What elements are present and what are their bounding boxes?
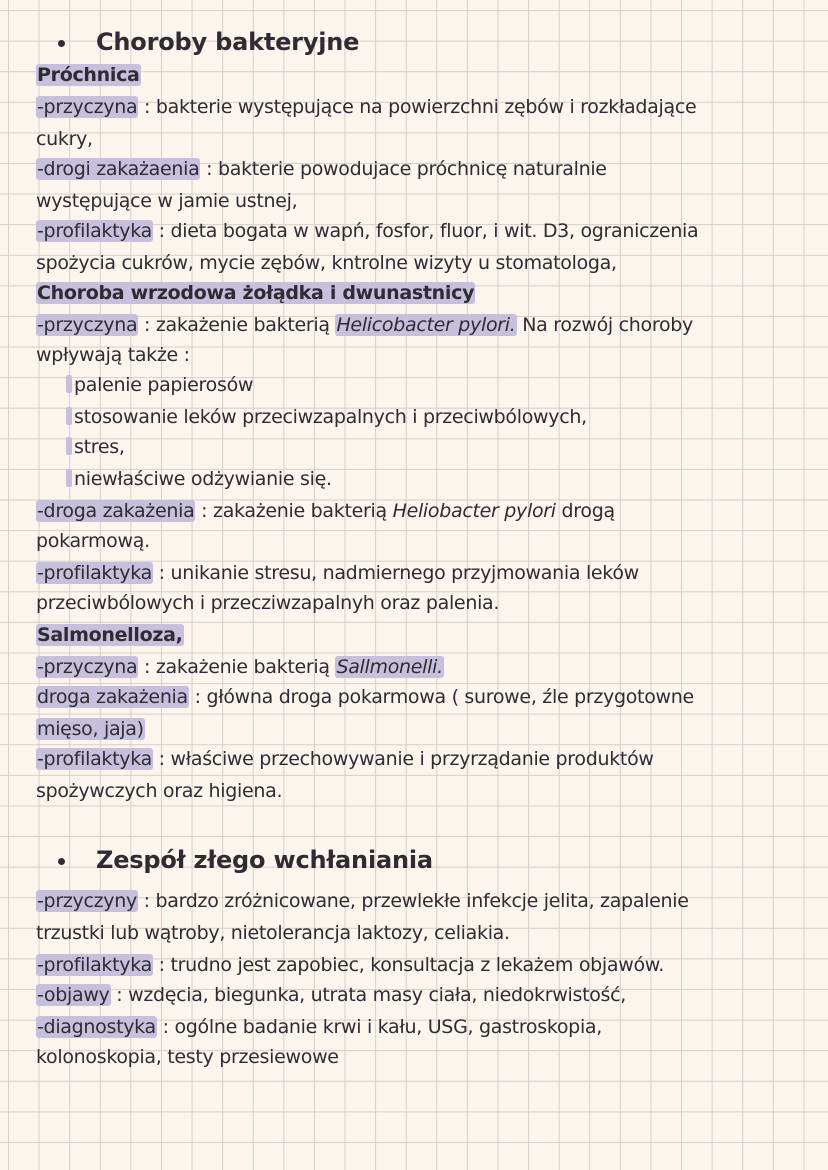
note-line: przeciwbólowych i przecziwzapalnyh oraz palenia. [36,592,500,614]
note-line: wpływają także : [36,344,190,366]
label-highlight: -profilaktyka [37,562,152,584]
species-highlight: Sallmonelli. [336,656,443,678]
label-highlight: -przyczyna [37,314,138,336]
note-line: -przyczyna : zakażenie bakterią Helicobacter pylori. Na rozwój choroby [37,314,693,336]
label-highlight: -profilaktyka [37,748,152,770]
list-item: palenie papierosów [66,372,253,398]
label-highlight: -przyczyna [37,96,138,118]
tick-icon [66,407,72,425]
note-line: -profilaktyka : właściwe przechowywanie i przyrządanie produktów [37,748,654,770]
note-line: spożycia cukrów, mycie zębów, kntrolne wizyty u stomatologa, [36,252,617,274]
label-highlight: -drogi zakażaenia [37,158,200,180]
label-highlight: -objawy [37,984,110,1006]
tick-icon [66,375,72,393]
note-line: -przyczyny : bardzo zróżnicowane, przewlekłe infekcje jelita, zapalenie [37,890,689,912]
note-line: trzustki lub wątroby, nietolerancja laktozy, celiakia. [36,922,510,944]
note-line: -droga zakażenia : zakażenie bakterią Heliobacter pylori drogą [37,500,615,522]
label-highlight: droga zakażenia [37,686,188,708]
note-line: cukry, [36,128,93,150]
species-highlight: Helicobacter pylori. [336,314,516,336]
subheading: Salmonelloza, [37,624,183,646]
label-highlight: -droga zakażenia [37,500,195,522]
note-line: pokarmową. [36,530,150,552]
list-item: stosowanie leków przeciwzapalnych i przeciwbólowych, [66,404,587,430]
bullet-icon [58,858,65,865]
section-heading: Zespół złego wchłaniania [96,846,433,874]
note-line: -przyczyna : bakterie występujące na powierzchni zębów i rozkładające [37,96,697,118]
label-highlight: -diagnostyka [37,1016,156,1038]
list-item: stres, [66,434,125,460]
subheading: Choroba wrzodowa żołądka i dwunastnicy [37,282,475,304]
subheading: Próchnica [37,64,140,86]
note-line: -profilaktyka : dieta bogata w wapń, fosfor, fluor, i wit. D3, ograniczenia [37,220,699,242]
note-line: -profilaktyka : unikanie stresu, nadmiernego przyjmowania leków [37,562,639,584]
note-line: -objawy : wzdęcia, biegunka, utrata masy ciała, niedokrwistość, [37,984,627,1006]
label-highlight: -przyczyna [37,656,138,678]
note-line: występujące w jamie ustnej, [36,190,298,212]
tick-icon [66,469,72,487]
label-highlight: -przyczyny [37,890,137,912]
label-highlight: -profilaktyka [37,954,152,976]
list-item: niewłaściwe odżywianie się. [66,466,332,492]
note-line: droga zakażenia : główna droga pokarmowa ( surowe, źle przygotowne [37,686,694,708]
note-line: -profilaktyka : trudno jest zapobiec, konsultacja z lekażem objawów. [37,954,665,976]
note-line: spożywczych oraz higiena. [36,780,283,802]
note-line: -drogi zakażaenia : bakterie powodujace próchnicę naturalnie [37,158,607,180]
section-heading: Choroby bakteryjne [96,28,360,56]
tick-icon [66,437,72,455]
label-highlight: -profilaktyka [37,220,152,242]
note-line: -przyczyna : zakażenie bakterią Sallmonelli. [37,656,443,678]
bullet-icon [58,40,65,47]
note-line: -diagnostyka : ogólne badanie krwi i kału, USG, gastroskopia, [37,1016,603,1038]
note-line: kolonoskopia, testy przesiewowe [36,1046,339,1068]
note-line: mięso, jaja) [37,718,144,740]
